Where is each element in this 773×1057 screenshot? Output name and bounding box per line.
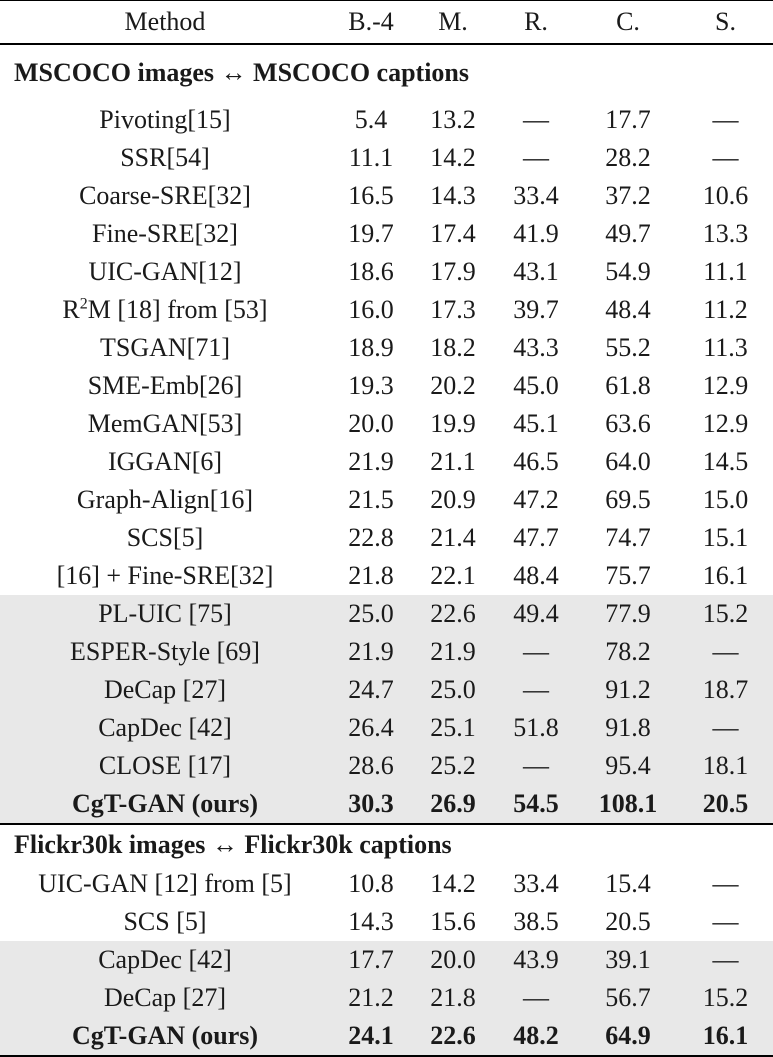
meteor-cell: 26.9 bbox=[412, 785, 494, 824]
cider-cell: 49.7 bbox=[605, 219, 651, 248]
meteor-cell: 22.6 bbox=[412, 595, 494, 633]
table-row bbox=[0, 519, 773, 557]
rouge-cell: 54.5 bbox=[494, 785, 578, 824]
meteor-cell: 22.1 bbox=[430, 561, 476, 590]
table-row bbox=[0, 557, 773, 595]
meteor-cell: 18.2 bbox=[430, 333, 476, 362]
meteor-cell: 13.2 bbox=[430, 105, 476, 134]
bleu4-cell: 18.9 bbox=[348, 333, 394, 362]
cider-cell: 55.2 bbox=[605, 333, 651, 362]
rouge-cell: 46.5 bbox=[513, 447, 559, 476]
rouge-cell: — bbox=[523, 105, 549, 134]
method-cell: DeCap [27] bbox=[0, 671, 330, 709]
rouge-cell: — bbox=[494, 979, 578, 1017]
section-title-row bbox=[0, 44, 773, 101]
table-row bbox=[0, 101, 773, 139]
meteor-cell: 21.4 bbox=[430, 523, 476, 552]
spice-cell: 12.9 bbox=[702, 371, 749, 400]
method-cell: IGGAN[6] bbox=[107, 447, 223, 476]
meteor-cell: 17.4 bbox=[430, 219, 476, 248]
method-cell: Coarse-SRE[32] bbox=[79, 181, 251, 210]
method-cell: UIC-GAN[12] bbox=[88, 257, 242, 286]
cider-cell: 95.4 bbox=[578, 747, 678, 785]
method-cell: CLOSE [17] bbox=[0, 747, 330, 785]
meteor-cell: 19.9 bbox=[430, 409, 476, 438]
spice-cell: 10.6 bbox=[702, 181, 749, 210]
meteor-cell: 21.8 bbox=[412, 979, 494, 1017]
cider-cell: 28.2 bbox=[605, 143, 651, 172]
cider-cell: 56.7 bbox=[578, 979, 678, 1017]
cider-cell: 48.4 bbox=[605, 295, 651, 324]
spice-cell: 11.1 bbox=[703, 257, 748, 286]
rouge-cell: 43.3 bbox=[513, 333, 559, 362]
bleu4-cell: 16.0 bbox=[348, 295, 394, 324]
rouge-cell: 33.4 bbox=[513, 181, 559, 210]
spice-cell: 11.2 bbox=[703, 295, 748, 324]
spice-cell: 12.9 bbox=[702, 409, 749, 438]
rouge-cell: 39.7 bbox=[513, 295, 559, 324]
bleu4-cell: 21.9 bbox=[330, 633, 412, 671]
table-row bbox=[0, 747, 773, 785]
table-row bbox=[0, 941, 773, 979]
spice-cell: — bbox=[712, 869, 739, 898]
cider-cell: 64.0 bbox=[605, 447, 651, 476]
header-cider: C. bbox=[578, 1, 678, 45]
table-header bbox=[0, 1, 773, 45]
spice-cell: 15.0 bbox=[702, 485, 749, 514]
mscoco-section bbox=[0, 44, 773, 824]
table-row bbox=[0, 633, 773, 671]
bleu4-cell: 20.0 bbox=[348, 409, 394, 438]
cider-cell: 91.2 bbox=[578, 671, 678, 709]
bleu4-cell: 21.9 bbox=[348, 447, 394, 476]
rouge-cell: 48.4 bbox=[513, 561, 559, 590]
spice-cell: 16.1 bbox=[702, 561, 749, 590]
cider-cell: 15.4 bbox=[605, 869, 651, 898]
bleu4-cell: 14.3 bbox=[348, 907, 394, 936]
bleu4-cell: 21.2 bbox=[330, 979, 412, 1017]
cider-cell: 37.2 bbox=[605, 181, 651, 210]
header-spice: S. bbox=[678, 1, 773, 45]
meteor-cell: 22.6 bbox=[412, 1017, 494, 1056]
spice-cell: 20.5 bbox=[678, 785, 773, 824]
cider-cell: 77.9 bbox=[578, 595, 678, 633]
meteor-cell: 25.0 bbox=[412, 671, 494, 709]
cider-cell: 63.6 bbox=[605, 409, 651, 438]
header-row bbox=[0, 1, 773, 45]
rouge-cell: 33.4 bbox=[513, 869, 559, 898]
spice-cell: 15.2 bbox=[678, 595, 773, 633]
method-cell: SCS [5] bbox=[123, 907, 207, 936]
cider-cell: 39.1 bbox=[578, 941, 678, 979]
rouge-cell: 43.1 bbox=[513, 257, 559, 286]
method-cell: MemGAN[53] bbox=[87, 409, 243, 438]
table-row bbox=[0, 291, 773, 329]
rouge-cell: 43.9 bbox=[494, 941, 578, 979]
table-row bbox=[0, 709, 773, 747]
rouge-cell: 49.4 bbox=[494, 595, 578, 633]
meteor-cell: 20.9 bbox=[430, 485, 476, 514]
method-cell: DeCap [27] bbox=[0, 979, 330, 1017]
header-bleu4: B.-4 bbox=[330, 1, 412, 45]
spice-cell: 13.3 bbox=[702, 219, 749, 248]
bleu4-cell: 5.4 bbox=[354, 105, 388, 134]
meteor-cell: 25.2 bbox=[412, 747, 494, 785]
method-cell: CgT-GAN (ours) bbox=[0, 785, 330, 824]
header-method: Method bbox=[0, 1, 330, 45]
meteor-cell: 14.2 bbox=[430, 869, 476, 898]
meteor-cell: 20.0 bbox=[412, 941, 494, 979]
method-cell: UIC-GAN [12] from [5] bbox=[38, 869, 292, 898]
bleu4-cell: 18.6 bbox=[348, 257, 394, 286]
header-rouge: R. bbox=[494, 1, 578, 45]
cider-cell: 75.7 bbox=[605, 561, 651, 590]
spice-cell: — bbox=[712, 143, 739, 172]
bleu4-cell: 19.7 bbox=[348, 219, 394, 248]
meteor-cell: 21.9 bbox=[412, 633, 494, 671]
method-cell: TSGAN[71] bbox=[100, 333, 230, 362]
method-name: R bbox=[62, 295, 80, 324]
cider-cell: 64.9 bbox=[578, 1017, 678, 1056]
method-cell: SCS[5] bbox=[126, 523, 204, 552]
table-row bbox=[0, 1017, 773, 1056]
section-title: Flickr30k images ↔ Flickr30k captions bbox=[0, 824, 773, 865]
meteor-cell: 17.3 bbox=[430, 295, 476, 324]
bleu4-cell: 22.8 bbox=[348, 523, 394, 552]
rouge-cell: 51.8 bbox=[494, 709, 578, 747]
cider-cell: 17.7 bbox=[605, 105, 651, 134]
bleu4-cell: 19.3 bbox=[348, 371, 394, 400]
bleu4-cell: 30.3 bbox=[330, 785, 412, 824]
rouge-cell: 45.1 bbox=[513, 409, 559, 438]
method-cell: [16] + Fine-SRE[32] bbox=[56, 561, 274, 590]
bleu4-cell: 10.8 bbox=[348, 869, 394, 898]
meteor-cell: 14.3 bbox=[430, 181, 476, 210]
method-cell: Fine-SRE[32] bbox=[92, 219, 238, 248]
meteor-cell: 15.6 bbox=[430, 907, 476, 936]
cider-cell: 69.5 bbox=[605, 485, 651, 514]
table-row bbox=[0, 443, 773, 481]
cider-cell: 54.9 bbox=[605, 257, 651, 286]
flickr30k-section bbox=[0, 824, 773, 1056]
method-cell: CgT-GAN (ours) bbox=[0, 1017, 330, 1056]
rouge-cell: 38.5 bbox=[513, 907, 559, 936]
method-cell bbox=[0, 291, 330, 329]
rouge-cell: — bbox=[494, 633, 578, 671]
bleu4-cell: 17.7 bbox=[330, 941, 412, 979]
spice-cell: 18.7 bbox=[678, 671, 773, 709]
spice-cell: 15.1 bbox=[702, 523, 749, 552]
spice-cell: 16.1 bbox=[678, 1017, 773, 1056]
method-cell: ESPER-Style [69] bbox=[0, 633, 330, 671]
spice-cell: 18.1 bbox=[678, 747, 773, 785]
method-cell: Pivoting[15] bbox=[99, 105, 231, 134]
table-row bbox=[0, 329, 773, 367]
spice-cell: 11.3 bbox=[703, 333, 748, 362]
method-cell: CapDec [42] bbox=[0, 709, 330, 747]
table-row bbox=[0, 367, 773, 405]
cider-cell: 108.1 bbox=[578, 785, 678, 824]
spice-cell: — bbox=[678, 633, 773, 671]
method-name-rest: M [18] from [53] bbox=[87, 295, 268, 324]
table-row bbox=[0, 865, 773, 903]
meteor-cell: 20.2 bbox=[430, 371, 476, 400]
table-row bbox=[0, 595, 773, 633]
bleu4-cell: 21.5 bbox=[348, 485, 394, 514]
rouge-cell: — bbox=[523, 143, 549, 172]
method-cell: SME-Emb[26] bbox=[87, 371, 243, 400]
table-row bbox=[0, 979, 773, 1017]
rouge-cell: — bbox=[494, 671, 578, 709]
bleu4-cell: 24.7 bbox=[330, 671, 412, 709]
cider-cell: 91.8 bbox=[578, 709, 678, 747]
rouge-cell: — bbox=[494, 747, 578, 785]
table-row bbox=[0, 405, 773, 443]
bleu4-cell: 16.5 bbox=[348, 181, 394, 210]
table-row bbox=[0, 253, 773, 291]
table-row bbox=[0, 903, 773, 941]
table-row bbox=[0, 177, 773, 215]
table-row bbox=[0, 785, 773, 824]
section-title: MSCOCO images ↔ MSCOCO captions bbox=[14, 58, 469, 87]
header-meteor: M. bbox=[412, 1, 494, 45]
meteor-cell: 17.9 bbox=[430, 257, 476, 286]
spice-cell: — bbox=[678, 941, 773, 979]
bleu4-cell: 11.1 bbox=[348, 143, 394, 172]
method-superscript: 2 bbox=[79, 295, 88, 313]
cider-cell: 20.5 bbox=[605, 907, 651, 936]
spice-cell: 14.5 bbox=[702, 447, 749, 476]
rouge-cell: 41.9 bbox=[513, 219, 559, 248]
bleu4-cell: 21.8 bbox=[348, 561, 394, 590]
cider-cell: 61.8 bbox=[605, 371, 651, 400]
method-cell: CapDec [42] bbox=[0, 941, 330, 979]
rouge-cell: 47.2 bbox=[513, 485, 559, 514]
rouge-cell: 47.7 bbox=[513, 523, 559, 552]
section-title-row bbox=[0, 824, 773, 865]
table-row bbox=[0, 215, 773, 253]
bleu4-cell: 24.1 bbox=[330, 1017, 412, 1056]
spice-cell: — bbox=[712, 907, 739, 936]
cider-cell: 74.7 bbox=[605, 523, 651, 552]
cider-cell: 78.2 bbox=[578, 633, 678, 671]
meteor-cell: 14.2 bbox=[430, 143, 476, 172]
spice-cell: — bbox=[712, 105, 739, 134]
meteor-cell: 21.1 bbox=[430, 447, 476, 476]
method-cell: Graph-Align[16] bbox=[76, 485, 254, 514]
method-cell: SSR[54] bbox=[120, 143, 210, 172]
table-row bbox=[0, 671, 773, 709]
table-row bbox=[0, 139, 773, 177]
rouge-cell: 48.2 bbox=[494, 1017, 578, 1056]
spice-cell: 15.2 bbox=[678, 979, 773, 1017]
bleu4-cell: 25.0 bbox=[330, 595, 412, 633]
method-cell: PL-UIC [75] bbox=[0, 595, 330, 633]
rouge-cell: 45.0 bbox=[513, 371, 559, 400]
table-row bbox=[0, 481, 773, 519]
spice-cell: — bbox=[678, 709, 773, 747]
bleu4-cell: 26.4 bbox=[330, 709, 412, 747]
meteor-cell: 25.1 bbox=[412, 709, 494, 747]
bleu4-cell: 28.6 bbox=[330, 747, 412, 785]
